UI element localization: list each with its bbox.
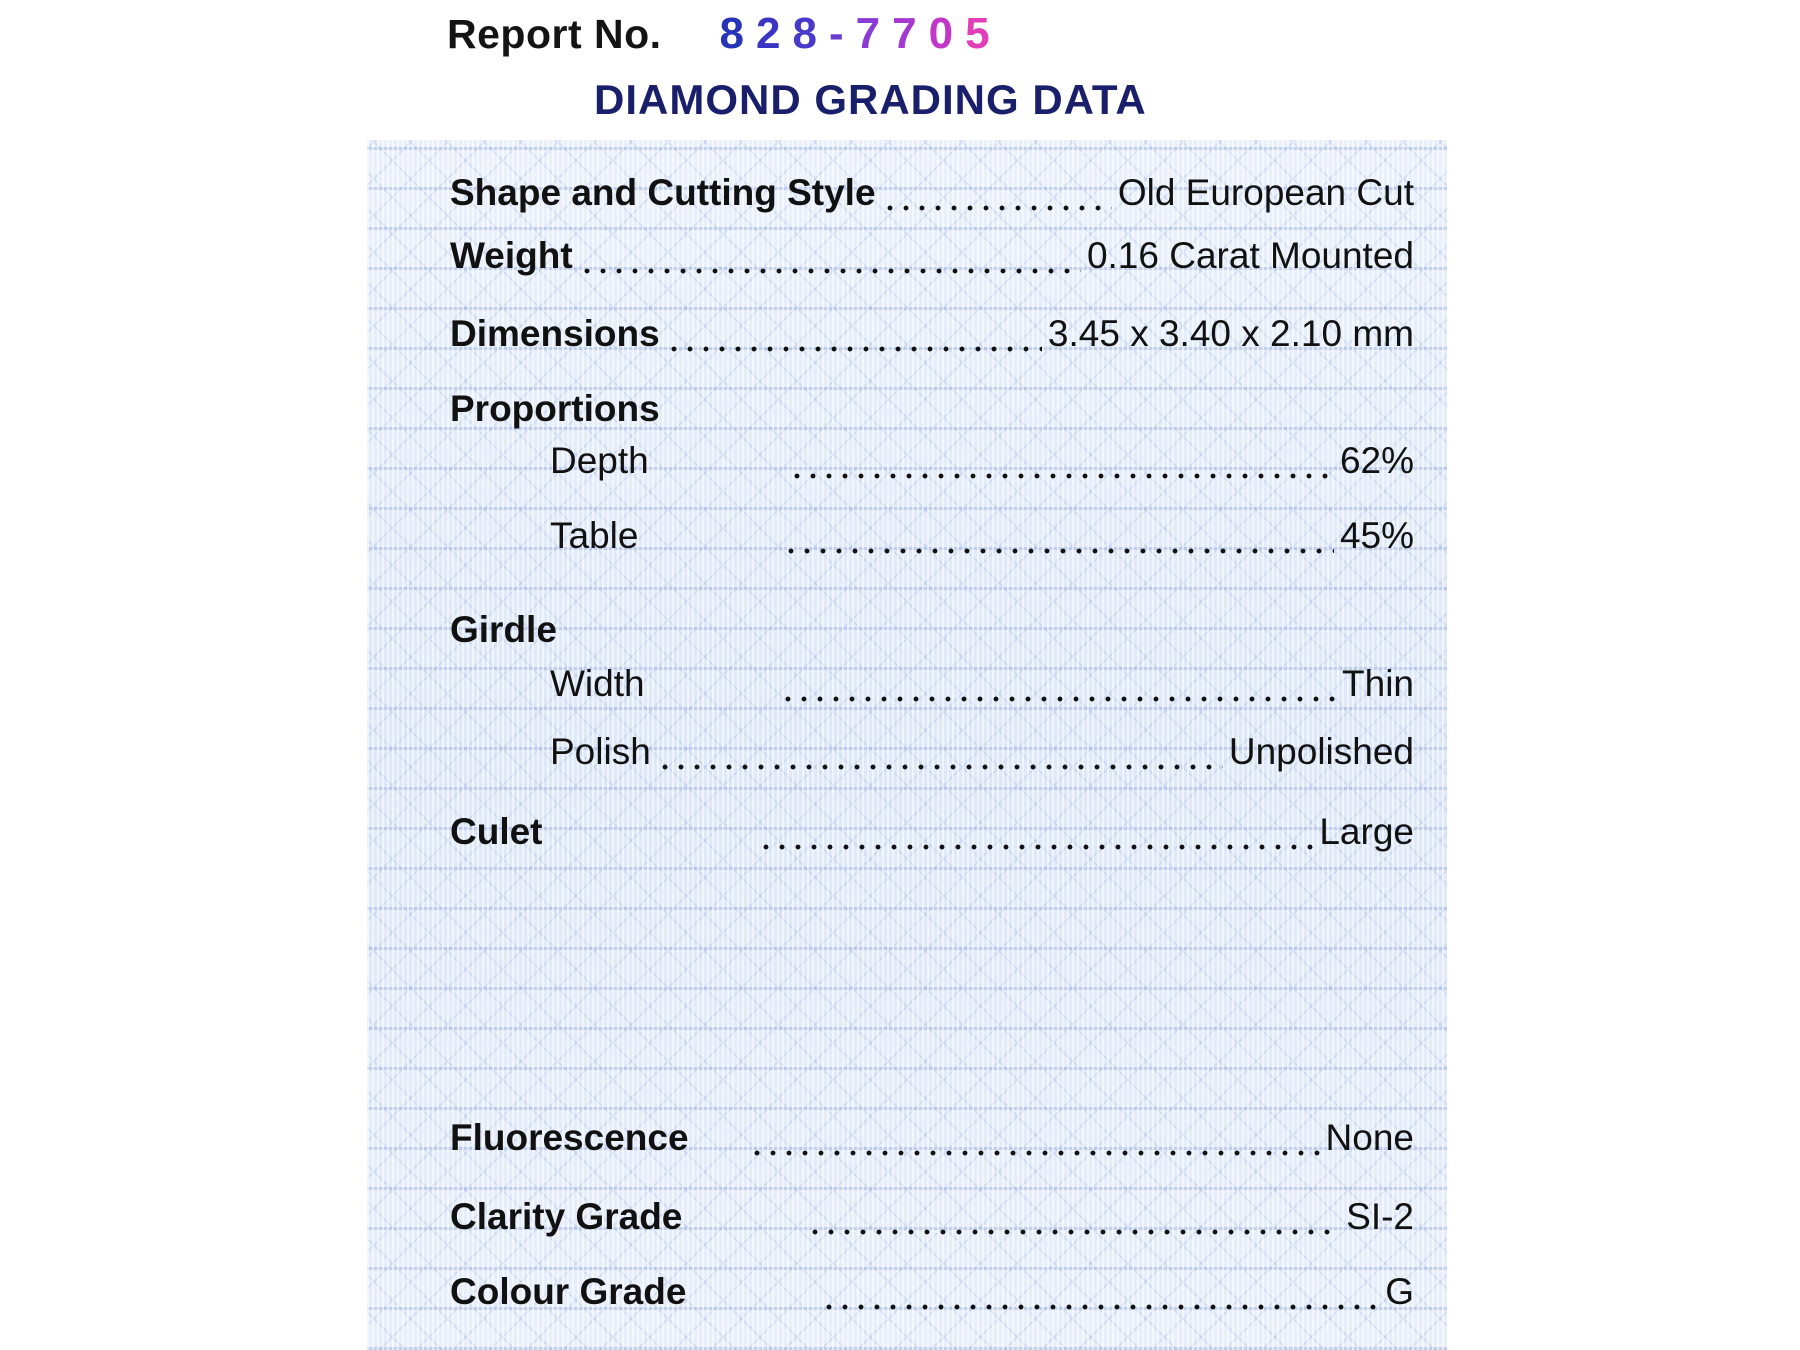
report-number-char: 2 <box>756 9 793 58</box>
dot-leader <box>666 314 1042 354</box>
colour-row <box>450 1264 1414 1320</box>
dot-leader <box>882 173 1112 213</box>
report-label: Report No. <box>447 10 662 57</box>
table-value: 45% <box>1339 515 1414 556</box>
width-value: Thin <box>1342 663 1414 704</box>
shape-row <box>450 165 1414 221</box>
report-number-line <box>447 4 1002 64</box>
colour-label: Colour Grade <box>450 1271 687 1312</box>
report-number-char: 7 <box>855 9 893 58</box>
depth-label: Depth <box>550 440 649 481</box>
culet-value: Large <box>1319 811 1414 852</box>
clarity-label: Clarity Grade <box>450 1196 683 1237</box>
depth-value: 62% <box>1339 440 1414 481</box>
report-number-char: 5 <box>965 9 1002 58</box>
dot-leader <box>783 516 1333 556</box>
depth-row <box>450 433 1414 489</box>
culet-row <box>450 804 1414 860</box>
dot-leader <box>657 732 1223 772</box>
polish-row <box>450 724 1414 780</box>
report-number-char: 8 <box>719 9 757 58</box>
dot-leader <box>789 441 1334 481</box>
fluorescence-value: None <box>1325 1117 1414 1158</box>
polish-label: Polish <box>550 731 651 772</box>
shape-label: Shape and Cutting Style <box>450 172 876 213</box>
polish-value: Unpolished <box>1228 731 1414 772</box>
dimensions-value: 3.45 x 3.40 x 2.10 mm <box>1047 313 1414 354</box>
report-number-char: - <box>829 9 856 58</box>
shape-value: Old European Cut <box>1117 172 1414 213</box>
dot-leader <box>807 1197 1340 1237</box>
report-number-char: 8 <box>792 9 829 58</box>
grading-data-panel <box>367 140 1447 1350</box>
width-label: Width <box>550 663 645 704</box>
fluorescence-row <box>450 1110 1414 1166</box>
girdle-heading: Girdle <box>450 609 557 650</box>
dot-leader <box>579 236 1081 276</box>
report-number-char: 0 <box>928 9 966 58</box>
dot-leader <box>780 664 1336 704</box>
table-label: Table <box>550 515 639 556</box>
fluorescence-label: Fluorescence <box>450 1117 689 1158</box>
colour-value: G <box>1385 1271 1414 1312</box>
dimensions-label: Dimensions <box>450 313 660 354</box>
weight-label: Weight <box>450 235 573 276</box>
dot-leader <box>758 812 1314 852</box>
table-row <box>450 508 1414 564</box>
clarity-row <box>450 1189 1414 1245</box>
weight-row <box>450 228 1414 284</box>
weight-value: 0.16 Carat Mounted <box>1086 235 1414 276</box>
culet-label: Culet <box>450 811 543 852</box>
width-row <box>450 656 1414 712</box>
report-number-char: 7 <box>892 9 929 58</box>
dot-leader <box>821 1272 1379 1312</box>
dimensions-row <box>450 306 1414 362</box>
clarity-value: SI-2 <box>1346 1196 1414 1237</box>
dot-leader <box>749 1118 1320 1158</box>
report-number <box>720 9 1002 59</box>
page-title: DIAMOND GRADING DATA <box>594 76 1147 123</box>
proportions-heading: Proportions <box>450 388 660 429</box>
